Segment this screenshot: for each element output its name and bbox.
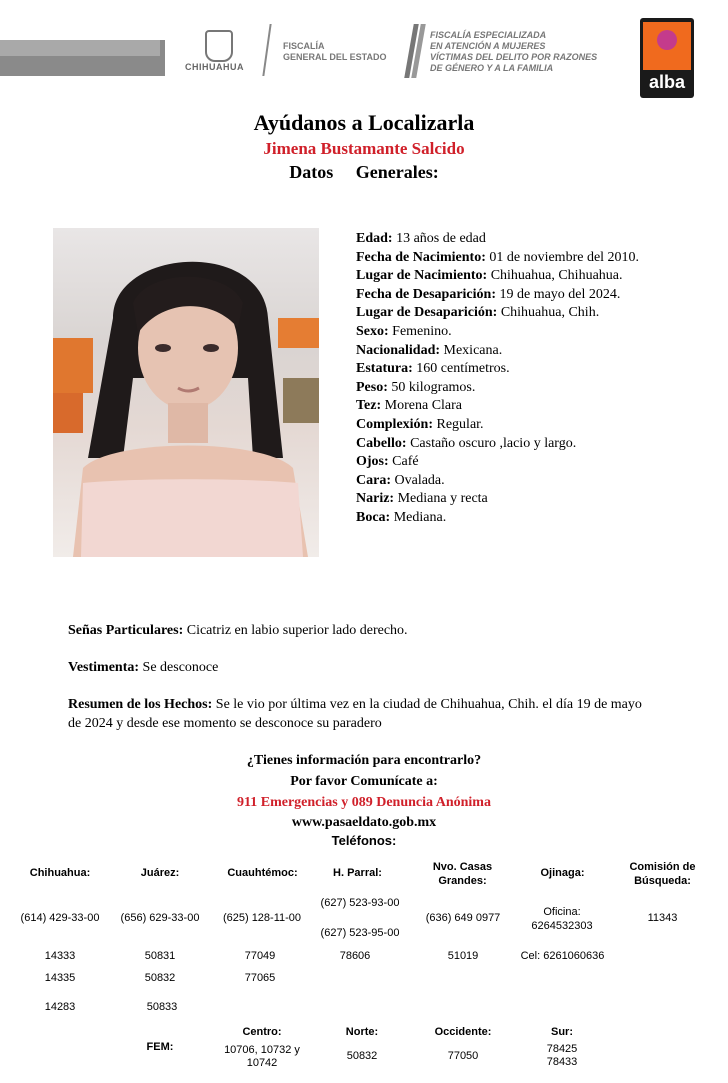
fem-centro-ext: 10706, 10732 y 10742: [224, 1044, 300, 1069]
phone-parral-ext: 78606: [339, 950, 371, 962]
phone-col-parral-header: H. Parral:: [333, 867, 382, 879]
phone-parral-2: (627) 523-95-00: [320, 927, 400, 939]
detail-lugar-desaparicion: Lugar de Desaparición: Chihuahua, Chih.: [356, 305, 600, 321]
missing-person-photo: [53, 228, 319, 557]
page-title: Ayúdanos a Localizarla: [253, 110, 475, 135]
header-divider: [262, 24, 271, 76]
fem-label: FEM:: [146, 1041, 174, 1053]
detail-cabello: Cabello: Castaño oscuro ,lacio y largo.: [356, 435, 577, 451]
phone-juarez-main: (656) 629-33-00: [120, 912, 200, 924]
phone-col-comision-header: Comisión de Búsqueda:: [629, 861, 696, 887]
alba-logo-sun-icon: [657, 30, 677, 50]
phone-ojinaga-office-label: Oficina:: [543, 906, 581, 918]
fem-sur-header: Sur:: [551, 1026, 573, 1038]
fem-norte-header: Norte:: [345, 1026, 379, 1038]
detail-edad: Edad: 13 años de edad: [356, 231, 486, 246]
header-gray-bar-light: [0, 40, 160, 56]
detail-ojos: Ojos: Café: [356, 454, 419, 470]
detail-nariz: Nariz: Mediana y recta: [356, 491, 488, 507]
fevim-logo-text: FISCALÍA ESPECIALIZADA EN ATENCIÓN A MUJERES VÍCTIMAS DEL DELITO POR RAZONES DE GÉNERO Y A LA FAMILIA: [430, 30, 598, 73]
emergency-numbers: 911 Emergencias y 089 Denuncia Anónima: [237, 795, 491, 810]
fem-occidente-header: Occidente:: [434, 1026, 492, 1038]
phone-chihuahua-ext-1: 14333: [44, 950, 76, 962]
phone-juarez-ext-2: 50832: [144, 972, 176, 984]
fem-centro-header: Centro:: [242, 1026, 282, 1038]
phone-juarez-ext-1: 50831: [144, 950, 176, 962]
detail-cara: Cara: Ovalada.: [356, 472, 445, 488]
vestimenta: Vestimenta: Se desconoce: [68, 660, 219, 675]
phone-ojinaga-cel: Cel: 6261060636: [520, 950, 605, 962]
detail-complexion: Complexión: Regular.: [356, 416, 484, 432]
phone-ojinaga-office: 6264532303: [531, 920, 593, 932]
detail-peso: Peso: 50 kilogramos.: [356, 379, 476, 395]
phone-col-casas-grandes-header: Nvo. Casas Grandes:: [432, 861, 493, 887]
portrait-illustration: [53, 228, 319, 557]
phone-col-ojinaga-header: Ojinaga:: [540, 867, 585, 879]
fem-norte-ext: 50832: [346, 1050, 378, 1062]
fem-sur-ext: 78425 78433: [546, 1043, 578, 1068]
state-name: CHIHUAHUA: [185, 62, 244, 72]
phone-comision-ext: 11343: [647, 912, 678, 924]
detail-boca: Boca: Mediana.: [356, 509, 447, 525]
phone-col-chihuahua-header: Chihuahua:: [29, 867, 91, 879]
phone-casas-grandes-main: (636) 649 0977: [425, 912, 501, 924]
detail-fecha-desaparicion: Fecha de Desaparición: 19 de mayo del 2024.: [356, 286, 621, 302]
detail-nacionalidad: Nacionalidad: Mexicana.: [356, 342, 503, 358]
phone-cuauhtemoc-ext-2: 77065: [244, 972, 276, 984]
general-data-heading: Datos Generales:: [289, 162, 439, 182]
detail-tez: Tez: Morena Clara: [356, 398, 463, 414]
phone-casas-grandes-ext: 51019: [447, 950, 479, 962]
missing-person-name: Jimena Bustamante Salcido: [263, 139, 465, 158]
detail-estatura: Estatura: 160 centímetros.: [356, 361, 510, 377]
senas-particulares: Señas Particulares: Cicatriz en labio superior lado derecho.: [68, 623, 408, 638]
alba-logo-text: alba: [648, 72, 686, 92]
phone-cuauhtemoc-ext-1: 77049: [244, 950, 276, 962]
phone-chihuahua-main: (614) 429-33-00: [20, 912, 100, 924]
general-data-list: [356, 230, 639, 528]
phone-chihuahua-ext-3: 14283: [44, 1001, 76, 1013]
phone-chihuahua-ext-2: 14335: [44, 972, 76, 984]
resumen-hechos: Resumen de los Hechos: Se le vio por última vez en la ciudad de Chihuahua, Chih. el día 19 de mayo de 2024 y desde ese momento se desconoce su paradero: [68, 697, 642, 731]
phone-col-juarez-header: Juárez:: [140, 867, 180, 879]
phone-col-cuauhtemoc-header: Cuauhtémoc:: [227, 867, 298, 879]
state-crest-icon: [205, 30, 233, 62]
website-link[interactable]: www.pasaeldato.gob.mx: [291, 815, 437, 830]
fem-occidente-ext: 77050: [447, 1050, 479, 1062]
detail-lugar-nacimiento: Lugar de Nacimiento: Chihuahua, Chihuahua.: [356, 268, 623, 284]
phones-heading: Teléfonos:: [331, 833, 397, 848]
detail-sexo: Sexo: Femenino.: [356, 323, 452, 339]
contact-please: Por favor Comunícate a:: [290, 774, 438, 789]
phone-parral-1: (627) 523-93-00: [320, 897, 400, 909]
fiscalia-logo-text: FISCALÍA GENERAL DEL ESTADO: [283, 41, 387, 62]
phone-juarez-ext-3: 50833: [146, 1001, 178, 1013]
phone-cuauhtemoc-main: (625) 128-11-00: [222, 912, 302, 924]
detail-fecha-nacimiento: Fecha de Nacimiento: 01 de noviembre del 2010.: [356, 249, 640, 265]
info-question: ¿Tienes información para encontrarlo?: [246, 753, 482, 768]
